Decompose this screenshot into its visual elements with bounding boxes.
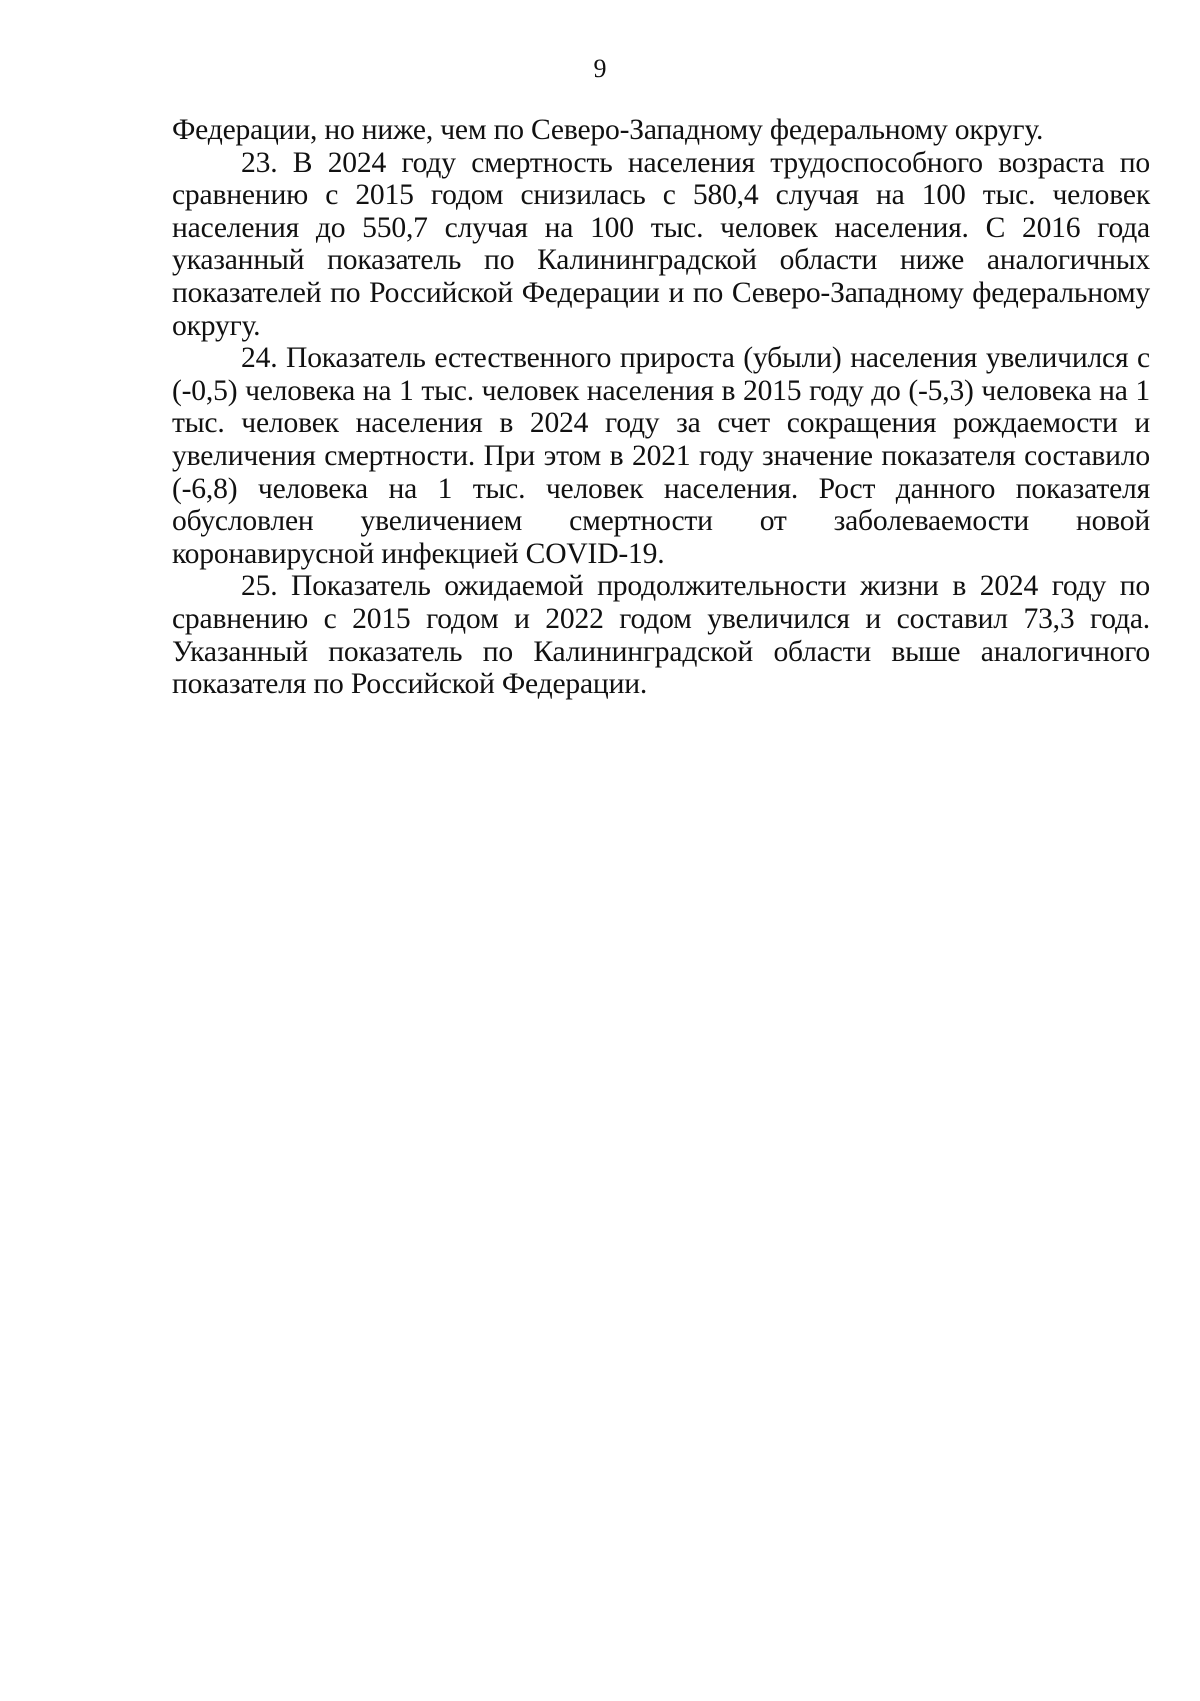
page-number: 9 [593,54,607,83]
paragraph-25: 25. Показатель ожидаемой продолжительности жизни в 2024 году по сравнению с 2015 годом и 2022 годом увеличился и составил 73,3 года. Указанный показатель по Калининградской области выше аналогичного показателя по Российской Федерации. [172,570,1150,701]
paragraph-continuation: Федерации, но ниже, чем по Северо-Западному федеральному округу. [172,114,1044,146]
paragraph-23: 23. В 2024 году смертность населения трудоспособного возраста по сравнению с 2015 годом снизилась с 580,4 случая на 100 тыс. человек населения до 550,7 случая на 100 тыс. человек населения. С 2016 года указанный показатель по Калининградской области ниже аналогичных показателей по Российской Федерации и по Северо-Западному федеральному округу. [172,146,1150,342]
paragraph-24: 24. Показатель естественного прироста (убыли) населения увеличился с (-0,5) человека на 1 тыс. человек населения в 2015 году до (-5,3) человека на 1 тыс. человек населения в 2024 году за счет сокращения рождаемости и увеличения смертности. При этом в 2021 году значение показателя составило (-6,8) человека на 1 тыс. человек населения. Рост данного показателя обусловлен увеличением смертности от заболеваемости новой коронавирусной инфекцией COVID-19. [172,342,1150,570]
document-body [172,114,1150,701]
